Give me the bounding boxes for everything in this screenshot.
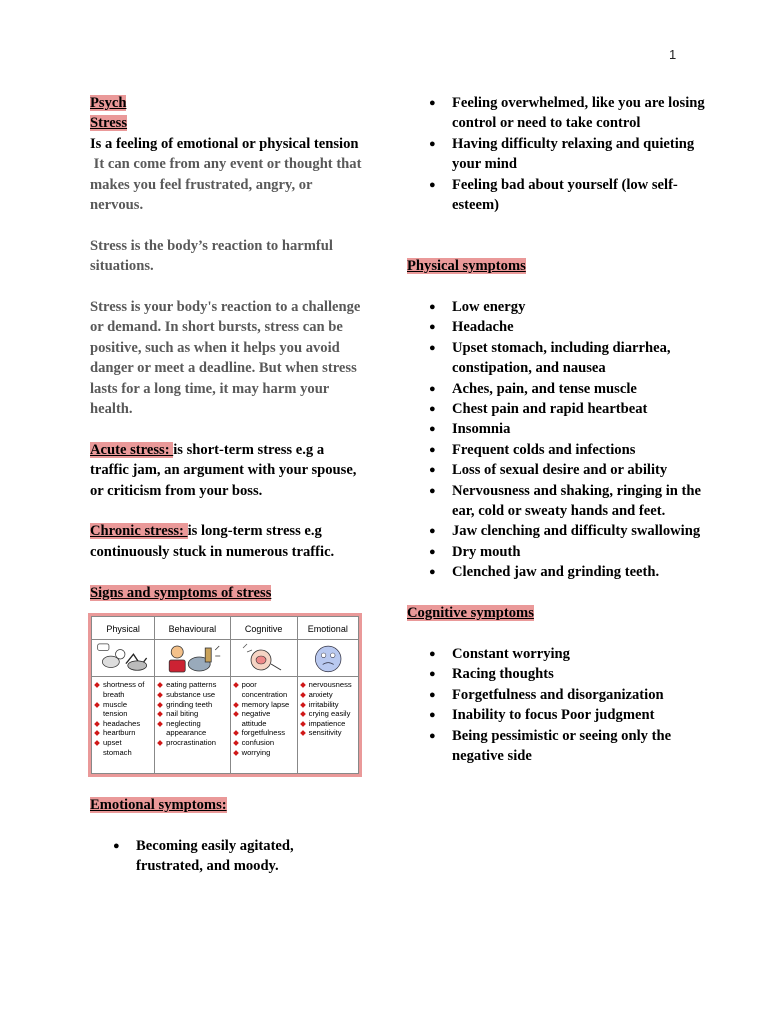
cognitive-heading: Cognitive symptoms — [407, 605, 534, 622]
list-item: ● Feeling overwhelmed, like you are losing control or need to take control — [407, 93, 707, 134]
cognitive-list — [407, 644, 707, 766]
table-item: substance use — [157, 690, 227, 700]
list-item: ● Clenched jaw and grinding teeth. — [407, 562, 707, 582]
table-item: muscle tension — [94, 700, 152, 719]
table-item: sensitivity — [300, 728, 356, 738]
table-item: negative attitude — [233, 709, 295, 728]
table-item: crying easily — [300, 709, 356, 719]
right-column — [407, 93, 707, 766]
chronic-stress-text: is long-term stress e.g continuously stuck in numerous traffic. — [90, 523, 335, 560]
table-item: grinding teeth — [157, 700, 227, 710]
behavioural-illustration — [155, 640, 230, 677]
table-item: impatience — [300, 719, 356, 729]
cognitive-column — [230, 677, 297, 774]
table-item: eating patterns — [157, 680, 227, 690]
list-item: ● Loss of sexual desire and or ability — [407, 460, 707, 480]
table-item: upset stomach — [94, 738, 152, 757]
stress-heading: Stress — [90, 115, 128, 132]
list-item: ● Chest pain and rapid heartbeat — [407, 399, 707, 419]
physical-list — [407, 297, 707, 583]
list-item: ● Headache — [407, 317, 707, 337]
acute-stress-paragraph — [90, 440, 362, 501]
list-item: ● Dry mouth — [407, 542, 707, 562]
table-header: Cognitive — [230, 617, 297, 640]
table-item: worrying — [233, 748, 295, 758]
table-header: Behavioural — [155, 617, 230, 640]
list-item: ● Being pessimistic or seeing only the negative side — [407, 726, 707, 767]
table-item: anxiety — [300, 690, 356, 700]
table-item: heartburn — [94, 728, 152, 738]
list-item: ● Insomnia — [407, 419, 707, 439]
list-item: ● Forgetfulness and disorganization — [407, 685, 707, 705]
doc-title: Psych — [90, 95, 127, 111]
physical-heading: Physical symptoms — [407, 258, 526, 275]
list-item: ● Upset stomach, including diarrhea, constipation, and nausea — [407, 338, 707, 379]
chronic-stress-paragraph — [90, 521, 362, 562]
symptoms-table — [91, 616, 359, 774]
table-item: irritability — [300, 700, 356, 710]
table-header: Emotional — [297, 617, 358, 640]
table-item: forgetfulness — [233, 728, 295, 738]
table-item: confusion — [233, 738, 295, 748]
table-item: nail biting — [157, 709, 227, 719]
list-item: ● Constant worrying — [407, 644, 707, 664]
list-item: ● Inability to focus Poor judgment — [407, 705, 707, 725]
list-item: ● Aches, pain, and tense muscle — [407, 379, 707, 399]
list-item: ● Frequent colds and infections — [407, 440, 707, 460]
signs-heading: Signs and symptoms of stress — [90, 584, 272, 601]
list-item: ● Jaw clenching and difficulty swallowing — [407, 521, 707, 541]
list-item: ● Having difficulty relaxing and quieting your mind — [407, 134, 707, 175]
behavioural-column — [155, 677, 230, 774]
list-item: ● Low energy — [407, 297, 707, 317]
emotional-list-continued — [407, 93, 707, 215]
table-item: headaches — [94, 719, 152, 729]
cognitive-illustration — [230, 640, 297, 677]
physical-illustration — [92, 640, 155, 677]
left-column — [90, 93, 366, 877]
acute-stress-text: is short-term stress e.g a traffic jam, an argument with your spouse, or criticism from your boss. — [90, 441, 357, 499]
stress-definition-detail: It can come from any event or thought that makes you feel frustrated, angry, or nervous. — [90, 156, 366, 214]
emotional-heading: Emotional symptoms: — [90, 797, 227, 814]
table-item: memory lapse — [233, 700, 295, 710]
symptoms-table-image — [88, 613, 362, 777]
acute-stress-label: Acute stress: — [90, 441, 174, 458]
list-item: ● Racing thoughts — [407, 664, 707, 684]
stress-definition: Is a feeling of emotional or physical tension — [90, 135, 359, 152]
physical-column — [92, 677, 155, 774]
table-item: nervousness — [300, 680, 356, 690]
page-number: 1 — [669, 47, 677, 62]
emotional-illustration — [297, 640, 358, 677]
stress-paragraph-3: Stress is your body's reaction to a challenge or demand. In short bursts, stress can be positive, such as when it helps you avoid danger or meet a deadline. But when stress lasts for a long time, it may harm your health. — [90, 299, 361, 418]
chronic-stress-label: Chronic stress: — [90, 523, 188, 540]
table-item: neglecting appearance — [157, 719, 227, 738]
emotional-list — [90, 836, 362, 877]
emotional-column — [297, 677, 358, 774]
table-item: poor concentration — [233, 680, 295, 699]
table-item: shortness of breath — [94, 680, 152, 699]
stress-paragraph-2: Stress is the body’s reaction to harmful situations. — [90, 237, 333, 275]
table-header: Physical — [92, 617, 155, 640]
list-item: ● Nervousness and shaking, ringing in the ear, cold or sweaty hands and feet. — [407, 481, 707, 522]
list-item: ● Becoming easily agitated, frustrated, and moody. — [90, 836, 362, 877]
table-item: procrastination — [157, 738, 227, 748]
list-item: ● Feeling bad about yourself (low self-esteem) — [407, 175, 707, 216]
